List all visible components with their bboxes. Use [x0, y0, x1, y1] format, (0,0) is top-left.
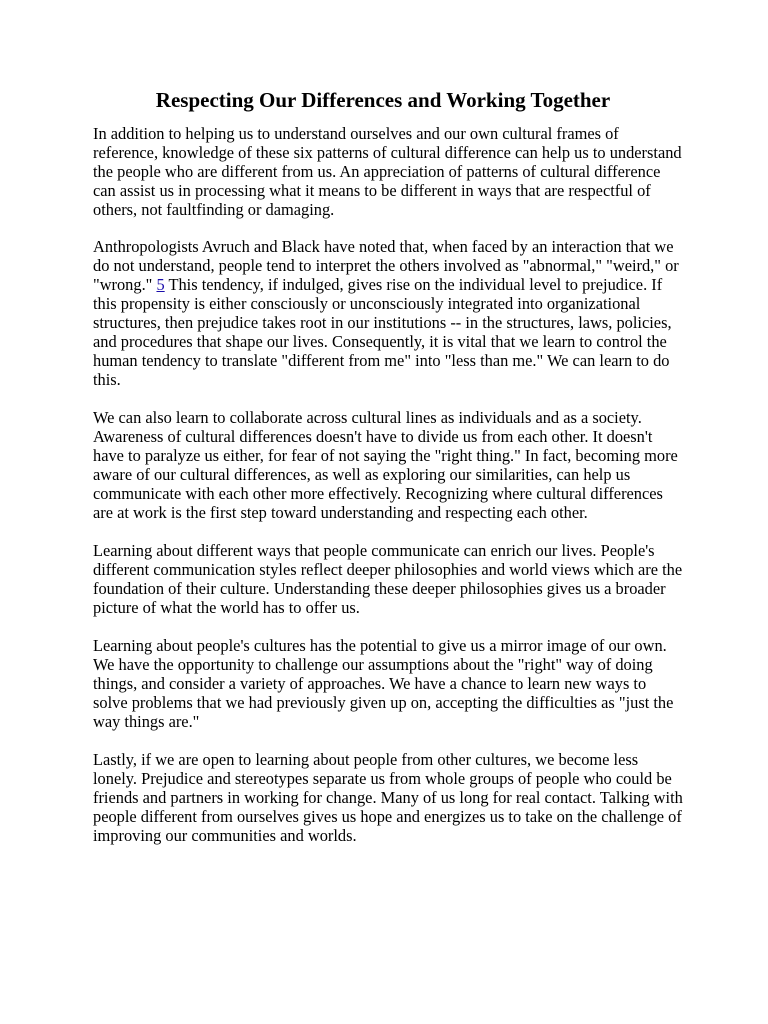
paragraph-4: Learning about different ways that people communicate can enrich our lives. People's different communication styles reflect deeper philosophies and world views which are the foundation of their culture. Understanding these deeper philosophies gives us a broader picture of what the world has to offer us. — [93, 541, 683, 617]
paragraph-2 — [93, 237, 683, 389]
paragraph-2-text-before: Anthropologists Avruch and Black have noted that, when faced by an interaction that we do not understand, people tend to interpret the others involved as "abnormal," "weird," or "wrong." — [93, 237, 679, 294]
paragraph-5: Learning about people's cultures has the potential to give us a mirror image of our own. We have the opportunity to challenge our assumptions about the "right" way of doing things, and consider a variety of approaches. We have a chance to learn new ways to solve problems that we had previously given up on, accepting the difficulties as "just the way things are." — [93, 636, 674, 731]
paragraph-2-text-after: This tendency, if indulged, gives rise on the individual level to prejudice. If this propensity is either consciously or unconsciously integrated into organizational structures, then prejudice takes root in our institutions -- in the structures, laws, policies, and procedures that shape our lives. Consequently, it is vital that we learn to control the human tendency to translate "different from me" into "less than me." We can learn to do this. — [93, 275, 672, 389]
footnote-link[interactable]: 5 — [156, 275, 165, 294]
paragraph-6: Lastly, if we are open to learning about people from other cultures, we become less lonely. Prejudice and stereotypes separate us from whole groups of people who could be friends and partners in working for change. Many of us long for real contact. Talking with people different from ourselves gives us hope and energizes us to take on the challenge of improving our communities and worlds. — [93, 750, 683, 845]
document-title: Respecting Our Differences and Working Together — [155, 88, 611, 112]
paragraph-1: In addition to helping us to understand ourselves and our own cultural frames of reference, knowledge of these six patterns of cultural difference can help us to understand the people who are different from us. An appreciation of patterns of cultural difference can assist us in processing what it means to be different in ways that are respectful of others, not faultfinding or damaging. — [93, 124, 682, 219]
document-page — [93, 86, 683, 864]
paragraph-3: We can also learn to collaborate across cultural lines as individuals and as a society. Awareness of cultural differences doesn't have to divide us from each other. It doesn't have to paralyze us either, for fear of not saying the "right thing." In fact, becoming more aware of our cultural differences, as well as exploring our similarities, can help us communicate with each other more effectively. Recognizing where cultural differences are at work is the first step toward understanding and respecting each other. — [93, 408, 678, 522]
